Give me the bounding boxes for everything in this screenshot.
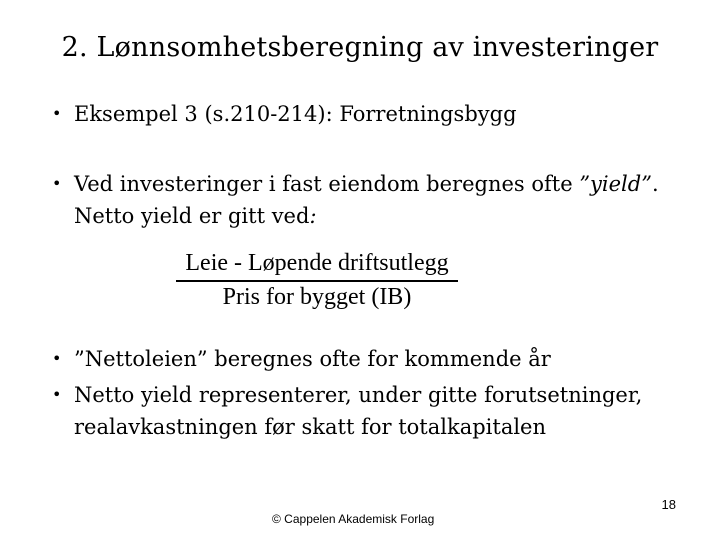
bullet-dot: • [52,349,62,368]
footer-copyright: © Cappelen Akademisk Forlag [272,512,435,526]
formula-denominator: Pris for bygget (IB) [222,283,412,310]
bullet-example [52,98,692,130]
bullet-dot: • [52,174,62,193]
bullet-dot: • [52,104,62,123]
formula-numerator: Leie - Løpende driftsutlegg [185,250,449,276]
bullet-dot: • [52,385,62,404]
bullet-text-part: . Netto yield er gitt ved [74,172,659,228]
bullet-text: ”Nettoleien” beregnes ofte for kommende år [74,347,551,371]
bullet-text [74,168,692,232]
bullet-yield [52,168,692,232]
yield-term: ”yield” [579,172,652,196]
slide-title: 2. Lønnsomhetsberegning av investeringer [61,32,659,63]
bullet-text-part: Ved investeringer i fast eiendom beregnes ofte [74,172,580,196]
bullet-text: Netto yield representerer, under gitte forutsetninger, realavkastningen før skatt for totalkapitalen [74,383,643,439]
page-number: 18 [661,497,676,512]
bullet-netto-yield [52,379,692,443]
yield-formula [176,250,458,311]
bullet-colon: : [309,204,317,228]
bullet-text: Eksempel 3 (s.210-214): Forretningsbygg [74,102,517,126]
bullet-nettoleien [52,343,692,375]
